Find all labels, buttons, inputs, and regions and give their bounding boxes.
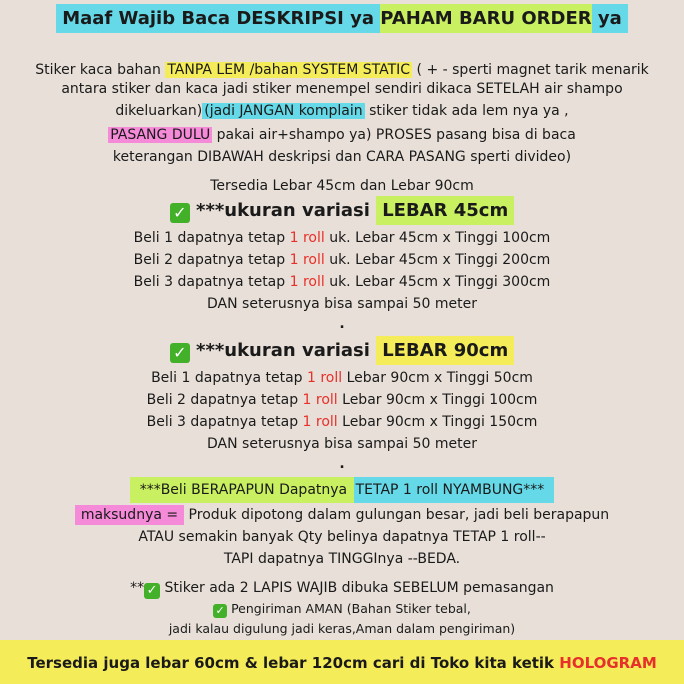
check-icon: ✓ bbox=[170, 203, 190, 223]
check-icon: ✓ bbox=[144, 583, 160, 599]
intro-highlight-pasang: PASANG DULU bbox=[110, 127, 211, 143]
intro-line-4: PASANG DULU pakai air+shampo ya) PROSES pasang bisa di baca bbox=[110, 127, 576, 143]
lapis-line-1: ** ✓ Stiker ada 2 LAPIS WAJIB dibuka SEBELUM pemasangan bbox=[130, 580, 554, 598]
lapis-line-3: jadi kalau digulung jadi keras,Aman dalam pengiriman) bbox=[168, 621, 516, 636]
section45-highlight: LEBAR 45cm bbox=[376, 196, 514, 225]
intro-line-5: keterangan DIBAWAH deskripsi dan CARA PASANG sperti divideo) bbox=[112, 149, 572, 165]
section45-title: ✓ ***ukuran variasi LEBAR 45cm bbox=[0, 200, 684, 223]
section45-row-1: Beli 1 dapatnya tetap 1 roll uk. Lebar 45cm x Tinggi 100cm bbox=[133, 230, 551, 246]
check-icon: ✓ bbox=[213, 604, 227, 618]
maksud-line-3: TAPI dapatnya TINGGInya --BEDA. bbox=[223, 551, 461, 567]
footer-text: Tersedia juga lebar 60cm & lebar 120cm cari di Toko kita ketik HOLOGRAM bbox=[27, 654, 657, 672]
section90-row-1: Beli 1 dapatnya tetap 1 roll Lebar 90cm x Tinggi 50cm bbox=[151, 370, 533, 386]
section90-row-2: Beli 2 dapatnya tetap 1 roll Lebar 90cm x Tinggi 100cm bbox=[146, 392, 538, 408]
header-part3: ya bbox=[591, 8, 622, 29]
section45-dan: DAN seterusnya bisa sampai 50 meter bbox=[207, 296, 477, 312]
section90-row-3: Beli 3 dapatnya tetap 1 roll Lebar 90cm x Tinggi 150cm bbox=[146, 414, 538, 430]
intro-highlight-jangan: (jadi JANGAN komplain bbox=[204, 103, 363, 119]
lapis-line-2: ✓ Pengiriman AMAN (Bahan Stiker tebal, bbox=[0, 601, 684, 618]
check-icon: ✓ bbox=[170, 343, 190, 363]
maksud-line-2: ATAU semakin banyak Qty belinya dapatnya TETAP 1 roll-- bbox=[138, 529, 546, 545]
nyambung-highlight-a: ***Beli BERAPAPUN Dapatnya bbox=[130, 477, 354, 503]
section90-dan: DAN seterusnya bisa sampai 50 meter bbox=[207, 436, 477, 452]
intro-line-3: dikeluarkan) (jadi JANGAN komplain stiker tidak ada lem nya ya , bbox=[115, 103, 569, 119]
tersedia-line: Tersedia Lebar 45cm dan Lebar 90cm bbox=[210, 178, 474, 194]
intro-line-1: Stiker kaca bahan TANPA LEM /bahan SYSTEM STATIC ( + - sperti magnet tarik menarik bbox=[35, 62, 649, 78]
nyambung-line bbox=[0, 482, 684, 498]
maksud-line-1: maksudnya = Produk dipotong dalam gulungan besar, jadi beli berapapun bbox=[0, 507, 684, 523]
section45-row-3: Beli 3 dapatnya tetap 1 roll uk. Lebar 45cm x Tinggi 300cm bbox=[133, 274, 551, 290]
maksud-highlight: maksudnya = bbox=[75, 505, 184, 525]
section45-row-2: Beli 2 dapatnya tetap 1 roll uk. Lebar 45cm x Tinggi 200cm bbox=[133, 252, 551, 268]
section90-highlight: LEBAR 90cm bbox=[376, 336, 514, 365]
nyambung-highlight-b: TETAP 1 roll NYAMBUNG*** bbox=[354, 477, 555, 503]
header-part2: PAHAM BARU ORDER bbox=[380, 4, 591, 33]
intro-highlight-tanpa-lem: TANPA LEM /bahan SYSTEM STATIC bbox=[167, 62, 411, 78]
section90-title: ✓ ***ukuran variasi LEBAR 90cm bbox=[0, 340, 684, 363]
section45-dot: . bbox=[339, 316, 345, 332]
section90-dot: . bbox=[339, 456, 345, 472]
header-title bbox=[0, 8, 684, 29]
intro-line-2: antara stiker dan kaca jadi stiker menempel sendiri dikaca SETELAH air shampo bbox=[61, 81, 623, 97]
header-part1: Maaf Wajib Baca DESKRIPSI ya bbox=[62, 8, 381, 29]
footer-hologram: HOLOGRAM bbox=[559, 654, 657, 672]
